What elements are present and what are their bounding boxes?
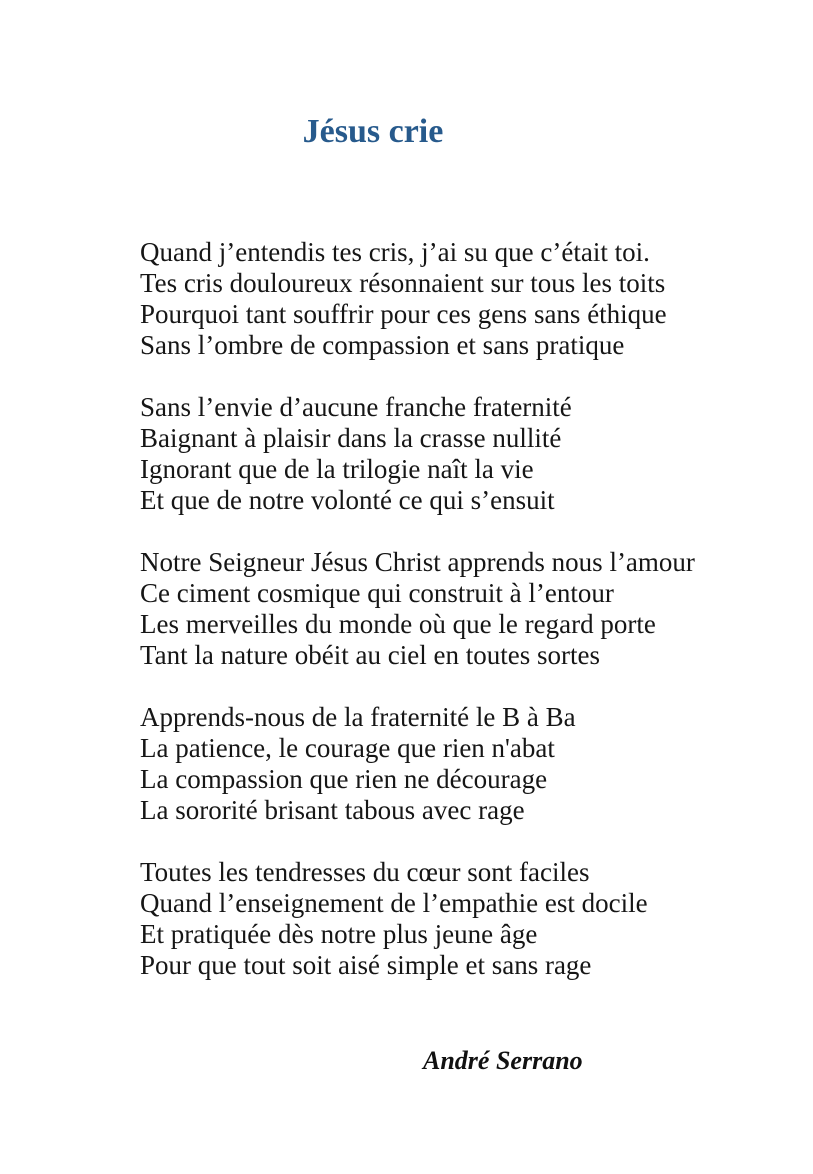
stanza-1 [140,237,695,361]
page-title: Jésus crie [302,113,444,150]
poem-line: Apprends-nous de la fraternité le B à Ba [140,702,576,732]
stanza-5 [140,857,695,981]
poem-line: La sororité brisant tabous avec rage [140,795,525,825]
poem-line: Ce ciment cosmique qui construit à l’entour [140,578,614,608]
poem-line: Les merveilles du monde où que le regard porte [140,609,656,639]
author-signature: André Serrano [423,1046,583,1075]
poem-line: Sans l’envie d’aucune franche fraternité [140,392,572,422]
poem-line: Tes cris douloureux résonnaient sur tous les toits [140,268,666,298]
poem-line: La compassion que rien ne décourage [140,764,548,794]
stanza-4 [140,702,695,826]
poem-line: Notre Seigneur Jésus Christ apprends nous l’amour [140,547,695,577]
poem-line: Pour que tout soit aisé simple et sans rage [140,950,592,980]
poem-line: Et que de notre volonté ce qui s’ensuit [140,485,555,515]
poem-line: La patience, le courage que rien n'abat [140,733,555,763]
poem-line: Sans l’ombre de compassion et sans pratique [140,330,625,360]
stanza-2 [140,392,695,516]
title-row [0,112,746,152]
stanza-3 [140,547,695,671]
poem-line: Quand l’enseignement de l’empathie est docile [140,888,648,918]
poem-line: Quand j’entendis tes cris, j’ai su que c’était toi. [140,237,650,267]
poem-line: Et pratiquée dès notre plus jeune âge [140,919,538,949]
poem-line: Baignant à plaisir dans la crasse nullité [140,423,562,453]
poem-line: Pourquoi tant souffrir pour ces gens sans éthique [140,299,667,329]
poem-line: Ignorant que de la trilogie naît la vie [140,454,534,484]
poem-line: Toutes les tendresses du cœur sont faciles [140,857,590,887]
poem-line: Tant la nature obéit au ciel en toutes sortes [140,640,600,670]
poem-body [140,237,695,1012]
